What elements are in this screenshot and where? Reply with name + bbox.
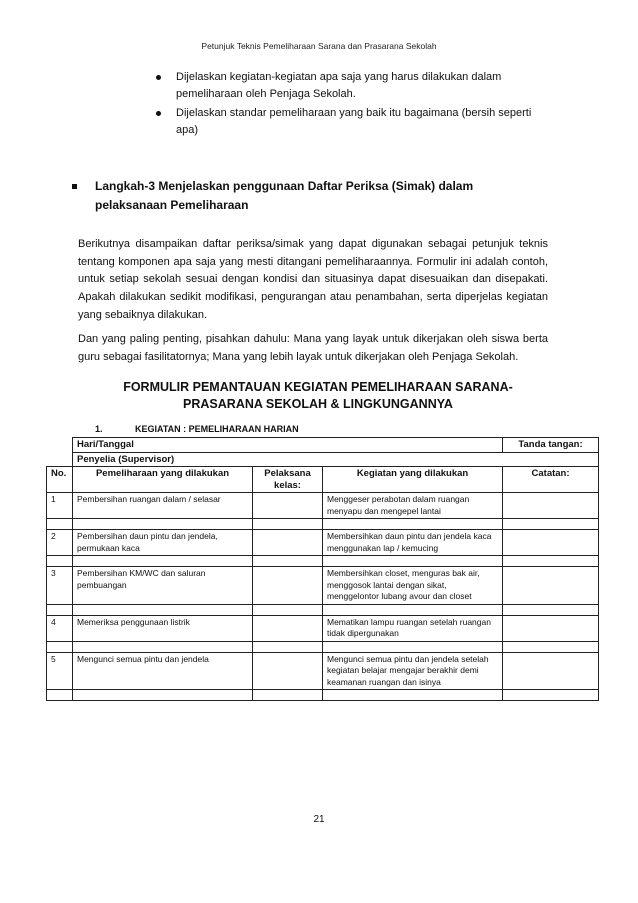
table-cell — [323, 641, 503, 652]
table-row — [47, 652, 599, 690]
bullet-text: Dijelaskan standar pemeliharaan yang baik itu bagaimana (bersih seperti apa) — [176, 107, 532, 136]
notes-cell[interactable] — [503, 493, 599, 519]
step-heading-text: Langkah-3 Menjelaskan penggunaan Daftar Periksa (Simak) dalam pelaksanaan Pemeliharaan — [95, 179, 474, 212]
table-cell — [47, 519, 73, 530]
running-header: Petunjuk Teknis Pemeliharaan Sarana dan Prasarana Sekolah — [201, 41, 437, 51]
executor-cell[interactable] — [253, 530, 323, 556]
table-header-row — [47, 467, 599, 493]
paragraph: Dan yang paling penting, pisahkan dahulu: Mana yang layak untuk dikerjakan oleh siswa berta guru sebagai fasilitatornya; Mana yang lebih layak untuk dikerjakan oleh Penjaga Sekolah. — [78, 333, 548, 363]
activity-cell: Menggeser perabotan dalam ruangan menyapu dan mengepel lantai — [323, 493, 503, 519]
column-header-no: No. — [47, 467, 73, 493]
notes-cell[interactable] — [503, 615, 599, 641]
bullet-text: Dijelaskan kegiatan-kegiatan apa saja yang harus dilakukan dalam pemeliharaan oleh Penjaga Sekolah. — [176, 71, 502, 100]
step-heading — [72, 177, 542, 215]
table-cell — [73, 690, 253, 701]
paragraph: Berikutnya disampaikan daftar periksa/simak yang dapat digunakan sebagai petunjuk teknis tentang komponen apa saja yang mesti ditangani pemeliharaannya. Formulir ini adalah contoh, untuk setiap sekolah sesuai dengan kondisi dan situasinya dapat disesuaikan dan disepakati. Apakah dilakukan sedikit modifikasi, pengurangan atau penambahan, serta diperjelas kegiatan yang sebaiknya dilakukan. — [78, 238, 548, 321]
maintenance-item: Pembersihan daun pintu dan jendela, permukaan kaca — [73, 530, 253, 556]
row-number: 5 — [47, 652, 73, 690]
table-row — [47, 530, 599, 556]
table-cell — [503, 641, 599, 652]
table-cell — [73, 556, 253, 567]
table-cell — [47, 690, 73, 701]
table-spacer-row — [47, 519, 599, 530]
table-row — [47, 493, 599, 519]
section-title: KEGIATAN : PEMELIHARAAN HARIAN — [135, 424, 299, 434]
form-title — [78, 379, 558, 413]
activity-cell: Mematikan lampu ruangan setelah ruangan tidak dipergunakan — [323, 615, 503, 641]
table-cell — [323, 556, 503, 567]
table-row — [47, 438, 599, 453]
maintenance-item: Memeriksa penggunaan listrik — [73, 615, 253, 641]
row-number: 1 — [47, 493, 73, 519]
executor-cell[interactable] — [253, 567, 323, 605]
table-cell — [503, 690, 599, 701]
table-cell — [503, 556, 599, 567]
form-title-line: PRASARANA SEKOLAH & LINGKUNGANNYA — [183, 397, 453, 411]
table-cell — [503, 604, 599, 615]
supervisor-label: Penyelia (Supervisor) — [73, 452, 599, 467]
table-spacer-row — [47, 604, 599, 615]
table-cell — [503, 519, 599, 530]
table-cell — [47, 641, 73, 652]
maintenance-item: Pembersihan ruangan dalam / selasar — [73, 493, 253, 519]
executor-cell[interactable] — [253, 652, 323, 690]
column-header-activity: Kegiatan yang dilakukan — [323, 467, 503, 493]
square-bullet-icon — [72, 184, 77, 189]
table-cell — [73, 604, 253, 615]
bullet-item — [152, 105, 552, 139]
monitoring-form-table — [46, 437, 599, 701]
notes-cell[interactable] — [503, 652, 599, 690]
table-cell — [47, 438, 73, 453]
table-row — [47, 615, 599, 641]
table-cell — [323, 690, 503, 701]
table-cell — [253, 690, 323, 701]
activity-cell: Membersihkan closet, menguras bak air, menggosok lantai dengan sikat, menggelontor lubang avour dan closet — [323, 567, 503, 605]
bullet-dot-icon — [156, 75, 161, 80]
table-cell — [47, 604, 73, 615]
signature-label: Tanda tangan: — [503, 438, 599, 453]
bullet-dot-icon — [156, 111, 161, 116]
table-cell — [323, 604, 503, 615]
table-cell — [47, 556, 73, 567]
executor-cell[interactable] — [253, 615, 323, 641]
table-cell — [73, 641, 253, 652]
bullet-list — [152, 69, 552, 141]
notes-cell[interactable] — [503, 530, 599, 556]
activity-cell: Mengunci semua pintu dan jendela setelah kegiatan belajar mengajar berakhir demi keamanan ruangan dan isinya — [323, 652, 503, 690]
table-row — [47, 567, 599, 605]
row-number: 2 — [47, 530, 73, 556]
column-header-executor: Pelaksana kelas: — [253, 467, 323, 493]
table-cell — [253, 519, 323, 530]
column-header-notes: Catatan: — [503, 467, 599, 493]
notes-cell[interactable] — [503, 567, 599, 605]
table-cell — [73, 519, 253, 530]
table-spacer-row — [47, 641, 599, 652]
table-row — [47, 452, 599, 467]
section-label — [95, 424, 299, 434]
form-title-line: FORMULIR PEMANTAUAN KEGIATAN PEMELIHARAAN SARANA- — [123, 380, 513, 394]
column-header-maintenance: Pemeliharaan yang dilakukan — [73, 467, 253, 493]
table-cell — [323, 519, 503, 530]
row-number: 3 — [47, 567, 73, 605]
table-cell — [253, 556, 323, 567]
table-spacer-row — [47, 556, 599, 567]
maintenance-item: Pembersihan KM/WC dan saluran pembuangan — [73, 567, 253, 605]
table-cell — [253, 641, 323, 652]
table-spacer-row — [47, 690, 599, 701]
section-number: 1. — [95, 424, 103, 434]
page-number: 21 — [313, 814, 325, 825]
maintenance-item: Mengunci semua pintu dan jendela — [73, 652, 253, 690]
table-cell — [253, 604, 323, 615]
activity-cell: Membersihkan daun pintu dan jendela kaca menggunakan lap / kemucing — [323, 530, 503, 556]
bullet-item — [152, 69, 552, 103]
row-number: 4 — [47, 615, 73, 641]
date-label: Hari/Tanggal — [73, 438, 503, 453]
table-cell — [47, 452, 73, 467]
executor-cell[interactable] — [253, 493, 323, 519]
